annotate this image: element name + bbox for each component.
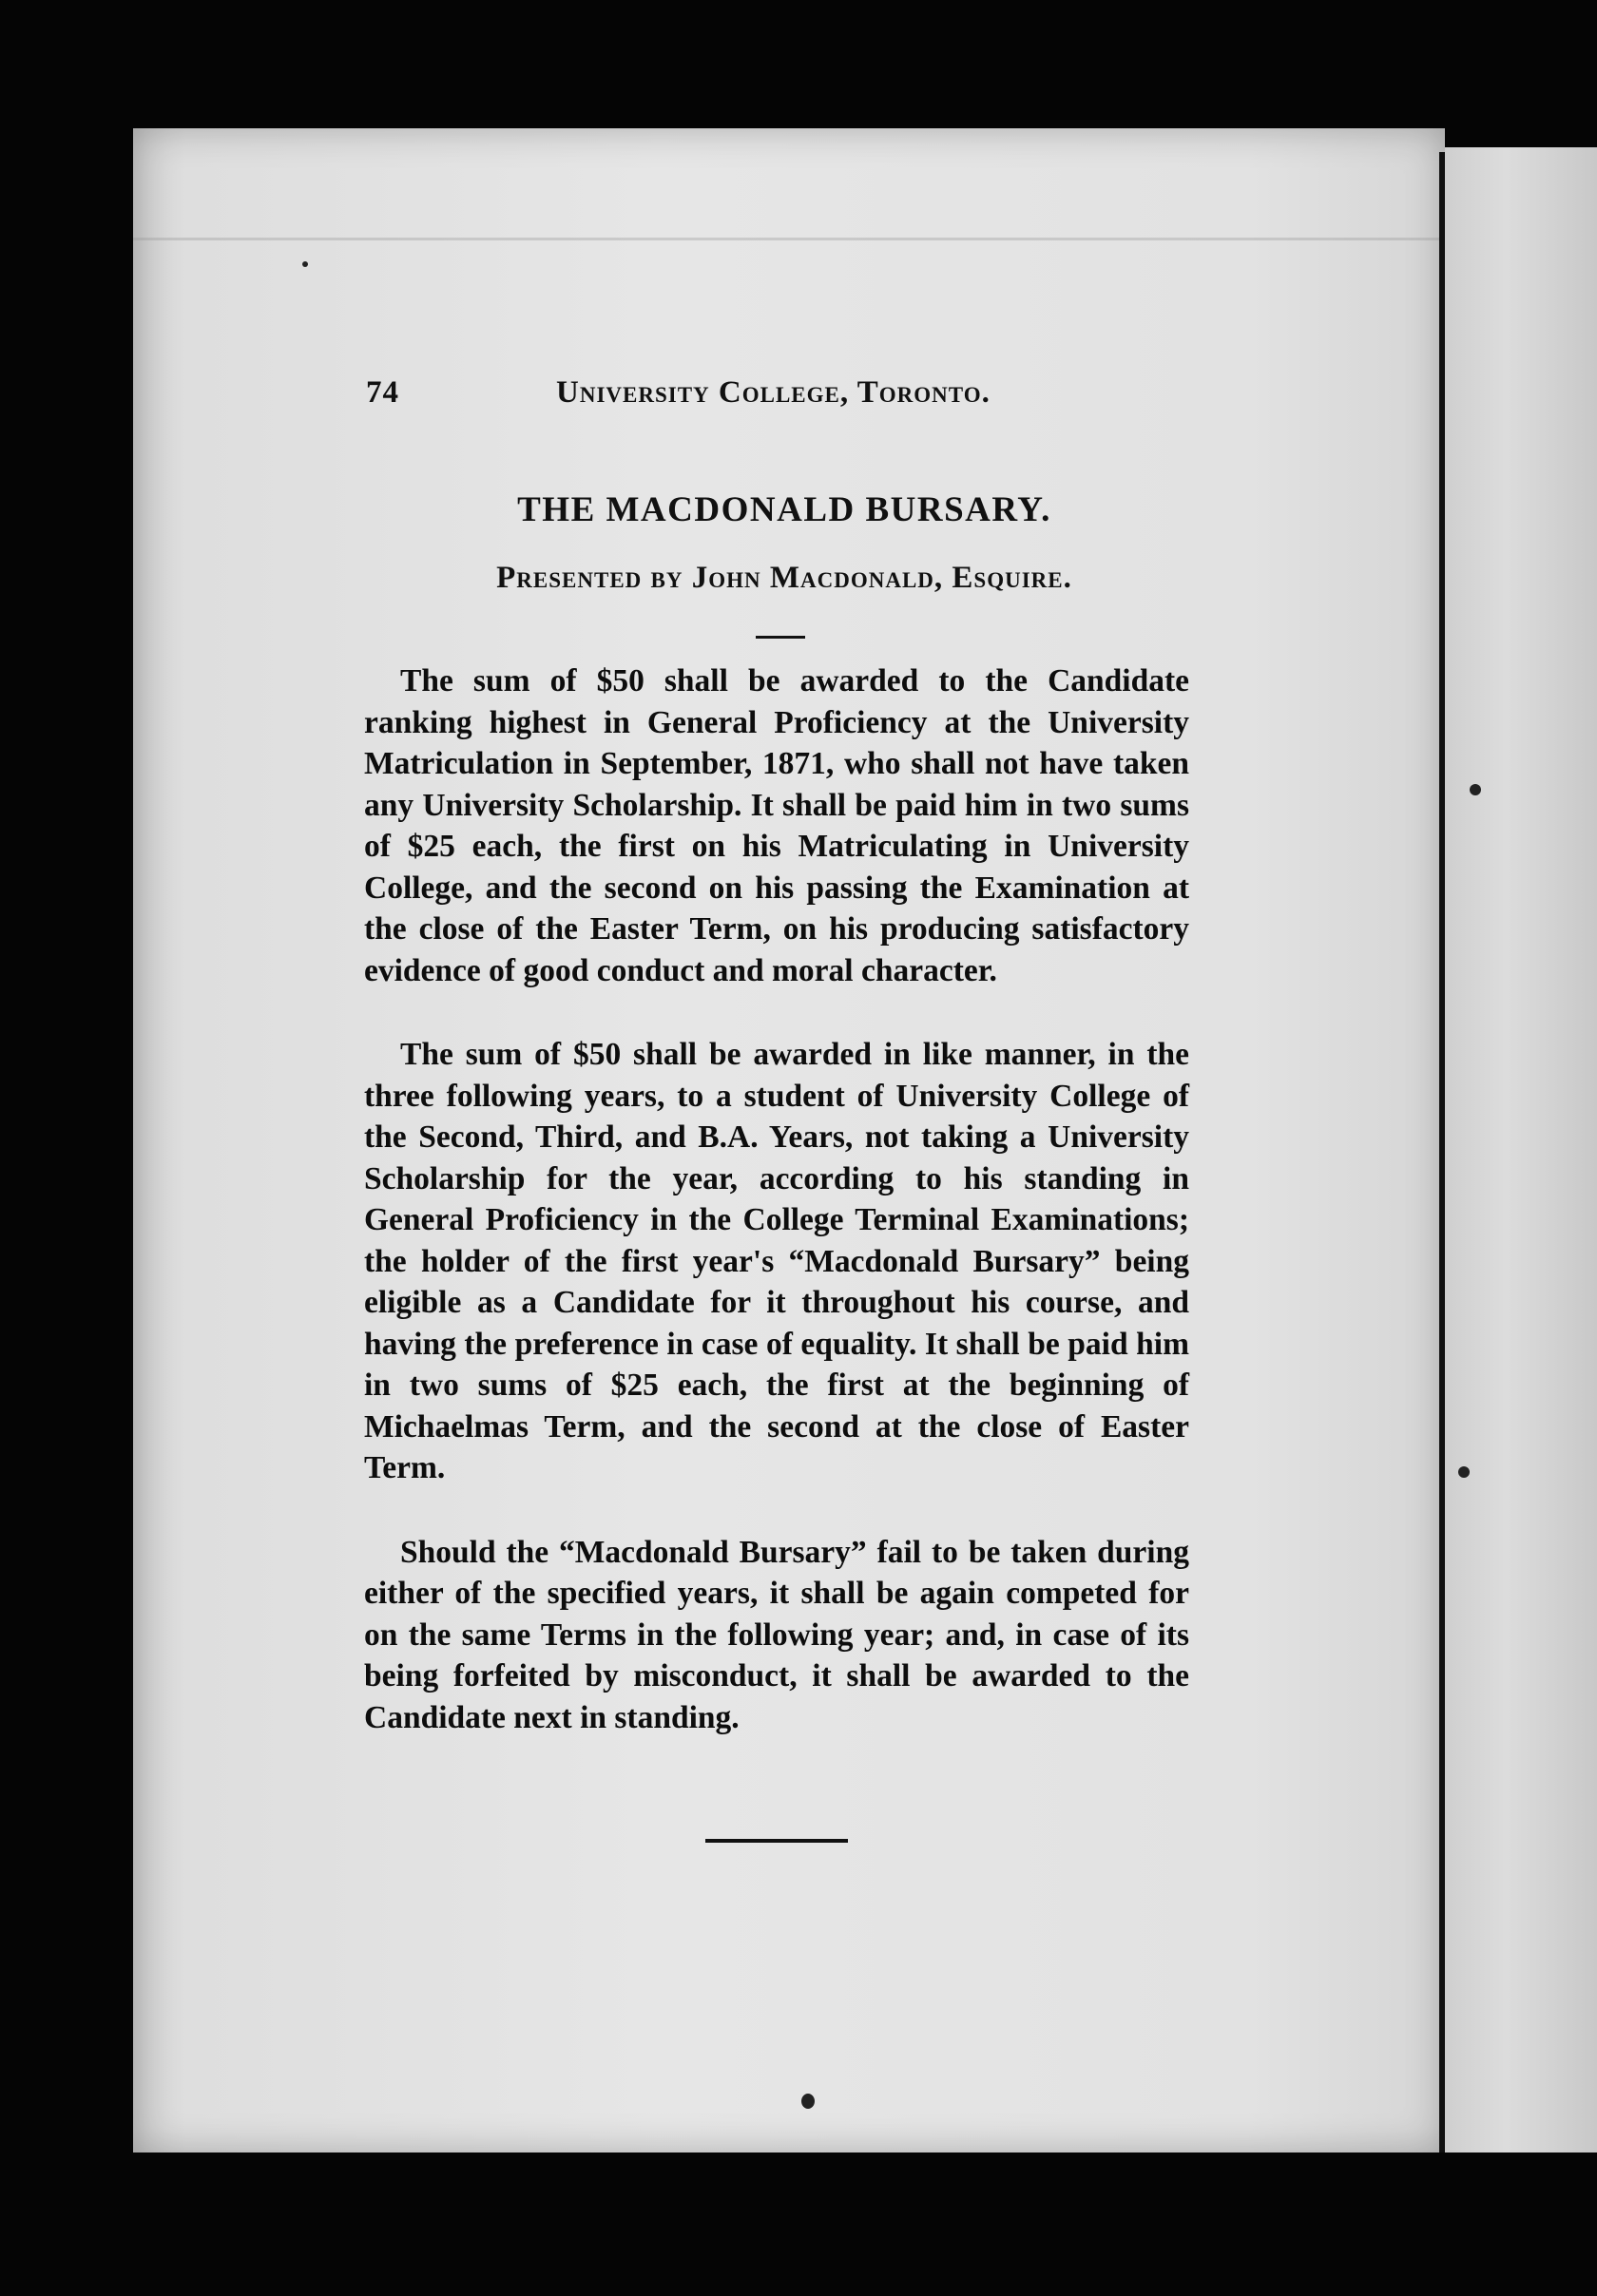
end-rule: [705, 1839, 848, 1843]
bottom-border: [133, 2152, 1597, 2296]
paragraph: Should the “Macdonald Bursary” fail to be taken during either of the specified years, it shall be again competed for on the same Terms in the following year; and, in case of its being forfeited by misconduct, it shall be awarded to the Candidate next in standing.: [364, 1534, 1189, 1735]
body-text: [364, 660, 1189, 1781]
ink-speck: [1470, 784, 1481, 795]
divider-rule: [756, 636, 805, 639]
running-title: University College, Toronto.: [556, 375, 991, 410]
section-subtitle: Presented by John Macdonald, Esquire.: [496, 561, 1072, 595]
page-crease: [133, 238, 1445, 240]
ink-speck: [1458, 1466, 1470, 1478]
ink-speck: [801, 2094, 815, 2109]
book-gutter-line: [1439, 152, 1445, 2157]
ink-speck: [302, 261, 308, 267]
facing-page-edge: [1445, 147, 1597, 2152]
paragraph: The sum of $50 shall be awarded in like manner, in the three following years, to a student of University College of the Second, Third, and B.A. Years, not taking a University Scholarship for the year, according to his standing in General Proficiency in the College Terminal Examinations; the holder of the first year's “Macdonald Bursary” being eligible as a Candidate for it throughout his course, and having the preference in case of equality. It shall be paid him in two sums of $25 each, the first at the beginning of Michaelmas Term, and the second at the close of Easter Term.: [364, 1037, 1189, 1485]
page-number: 74: [366, 375, 399, 410]
section-title: THE MACDONALD BURSARY.: [517, 490, 1051, 529]
paragraph: The sum of $50 shall be awarded to the Candidate ranking highest in General Proficiency at the University Matriculation in September, 1871, who shall not have taken any University Scholarship. It shall be paid him in two sums of $25 each, the first on his Matriculating in University College, and the second on his passing the Examination at the close of the Easter Term, on his producing satisfactory evidence of good conduct and moral character.: [364, 663, 1189, 988]
